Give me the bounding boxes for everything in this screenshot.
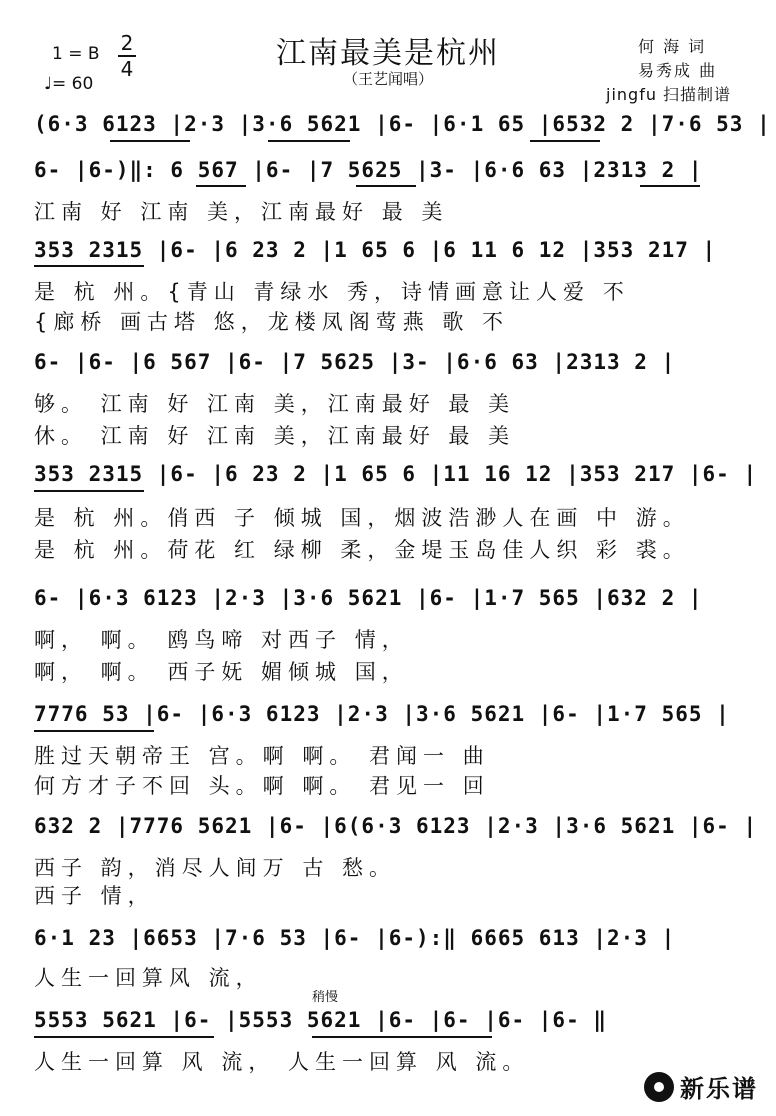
score-row-2-lyric-1: 江南 好 江南 美，江南最好 最 美 [34,200,449,224]
beam-line [34,1036,214,1038]
score-row-9-notes: 6·1 23 |6653 |7·6 53 |6- |6-):‖ 6665 613 |2·3 | [34,926,676,950]
key-signature: 1 = B [52,44,100,64]
score-row-6-notes: 6- |6·3 6123 |2·3 |3·6 5621 |6- |1·7 565 |632 2 | [34,586,703,610]
beam-line [640,185,700,187]
site-logo [644,1069,758,1104]
song-title: 江南最美是杭州 [276,36,500,71]
score-row-4-lyric-1: 够。 江南 好 江南 美，江南最好 最 美 [34,392,516,416]
beam-line [110,140,190,142]
meter-top: 2 [120,31,134,55]
score-row-9-lyric-1: 人生一回算风 流， [34,966,263,990]
lyricist-credit: 何 海 词 [638,37,707,56]
time-signature [118,32,136,80]
music-disc-icon [644,1072,674,1102]
score-row-3-lyric-1: 是 杭 州。{青山 青绿水 秀，诗情画意让人爱 不 [34,280,630,304]
tempo-change-mark: 稍慢 [312,990,339,1005]
score-row-4-lyric-2: 休。 江南 好 江南 美，江南最好 最 美 [34,424,516,448]
logo-text: 新乐谱 [680,1075,758,1103]
score-row-8-notes: 632 2 |7776 5621 |6- |6(6·3 6123 |2·3 |3·6 5621 |6- | [34,814,758,838]
score-row-10-lyric-1: 人生一回算 风 流， 人生一回算 风 流。 [34,1050,530,1074]
score-row-6-lyric-1: 啊， 啊。 鸥鸟啼 对西子 情， [34,628,409,652]
beam-line [34,265,144,267]
composer-credit: 易秀成 曲 [638,61,718,80]
score-row-6-lyric-2: 啊， 啊。 西子妩 媚倾城 国， [34,660,409,684]
score-row-10-notes: 5553 5621 |6- |5553 5621 |6- |6- |6- |6- ‖ [34,1008,608,1032]
singer-credit: （王艺闻唱） [342,70,433,88]
beam-line [530,140,600,142]
scanner-credit: jingfu 扫描制谱 [606,85,732,104]
score-row-2-notes: 6- |6-)‖: 6 567 |6- |7 5625 |3- |6·6 63 |2313 2 | [34,158,703,182]
meter-bottom: 4 [120,57,134,81]
beam-line [196,185,246,187]
beam-line [34,490,144,492]
score-row-7-lyric-2: 何方才子不回 头。啊 啊。 君见一 回 [34,774,490,798]
beam-line [312,1036,492,1038]
score-row-7-lyric-1: 胜过天朝帝王 宫。啊 啊。 君闻一 曲 [34,744,490,768]
score-row-5-lyric-2: 是 杭 州。荷花 红 绿柳 柔，金堤玉岛佳人织 彩 裘。 [34,538,690,562]
score-row-5-notes: 353 2315 |6- |6 23 2 |1 65 6 |11 16 12 |353 217 |6- | [34,462,758,486]
beam-line [34,730,154,732]
score-row-3-lyric-2: {廊桥 画古塔 悠，龙楼凤阁莺燕 歌 不 [34,310,510,334]
tempo-marking: ♩= 60 [44,74,94,94]
score-row-4-notes: 6- |6- |6 567 |6- |7 5625 |3- |6·6 63 |2313 2 | [34,350,676,374]
score-row-8-lyric-2: 西子 情， [34,884,155,908]
score-row-1-notes: (6·3 6123 |2·3 |3·6 5621 |6- |6·1 65 |6532 2 |7·6 53 | [34,112,771,136]
score-row-8-lyric-1: 西子 韵，消尽人间万 古 愁。 [34,856,397,880]
score-row-3-notes: 353 2315 |6- |6 23 2 |1 65 6 |6 11 6 12 |353 217 | [34,238,717,262]
score-row-5-lyric-1: 是 杭 州。俏西 子 倾城 国，烟波浩渺人在画 中 游。 [34,506,690,530]
beam-line [356,185,416,187]
beam-line [268,140,350,142]
score-row-7-notes: 7776 53 |6- |6·3 6123 |2·3 |3·6 5621 |6- |1·7 565 | [34,702,730,726]
